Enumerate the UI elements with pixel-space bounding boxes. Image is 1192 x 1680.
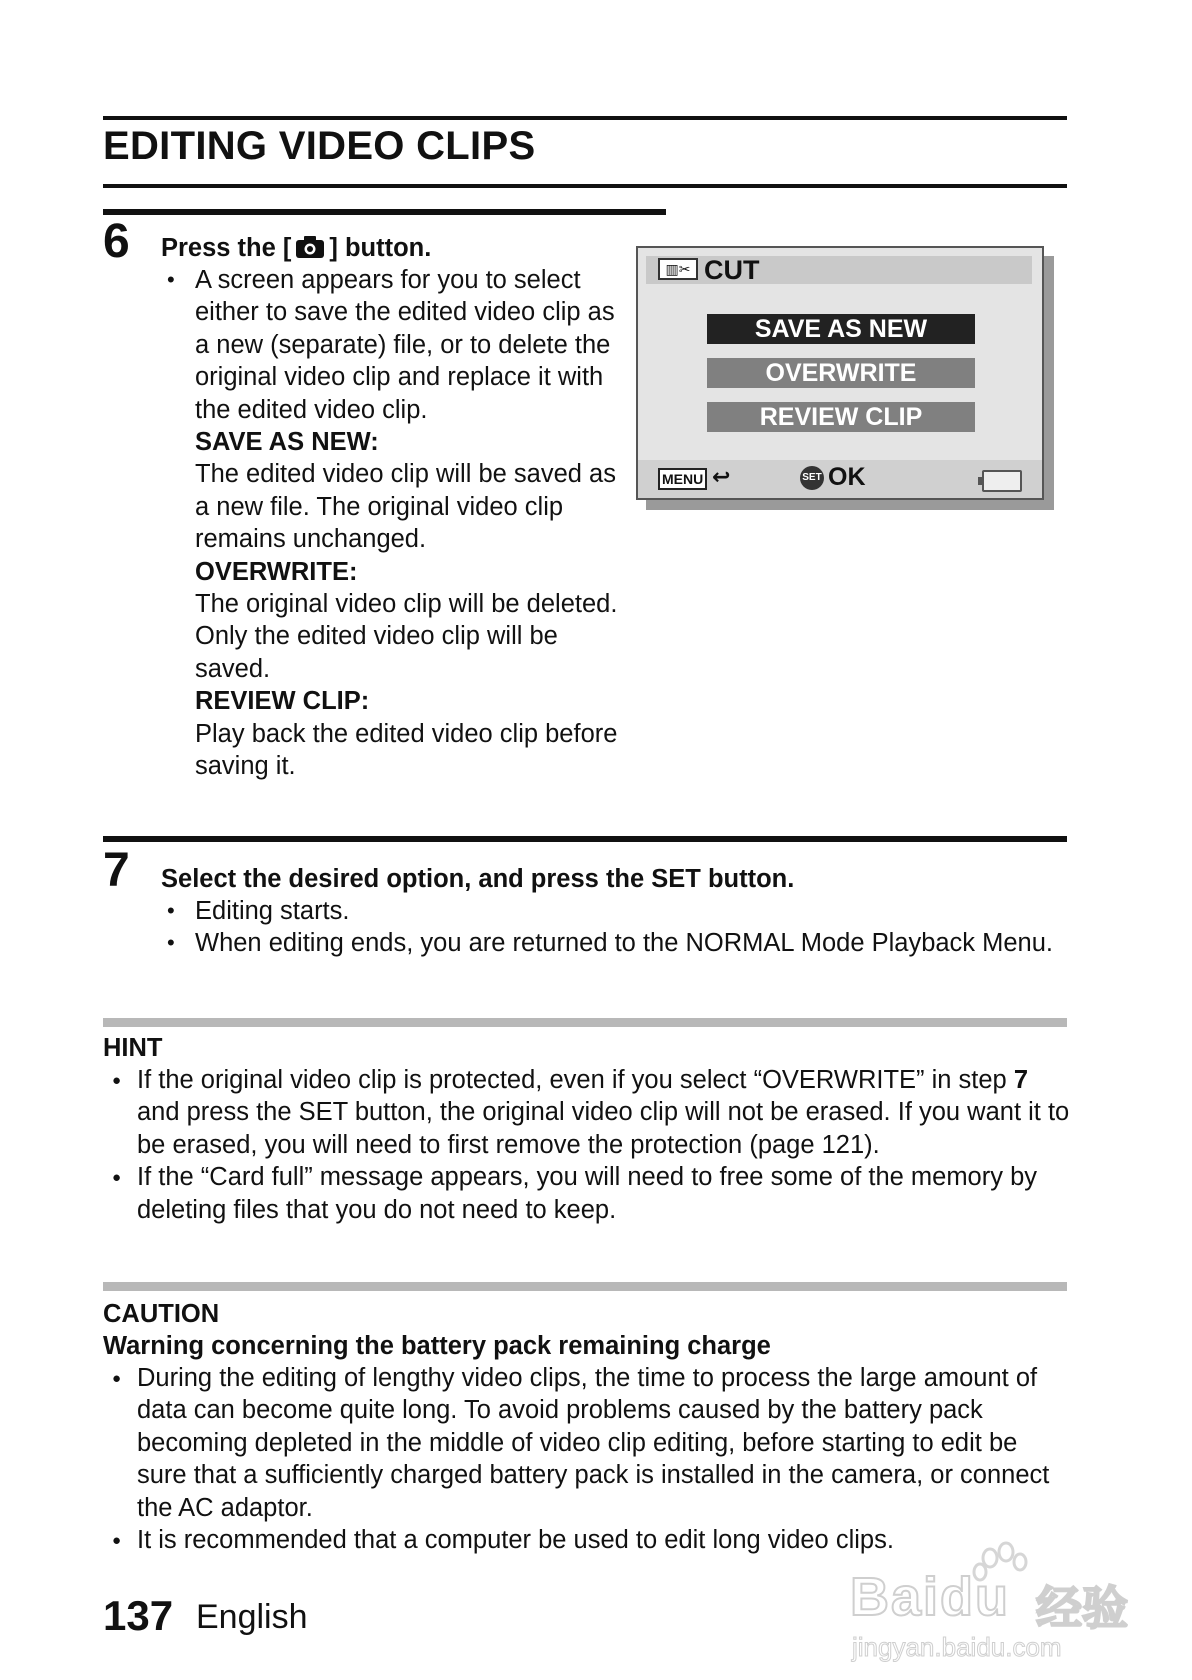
menu-button-icon: MENU [658, 468, 707, 490]
hint-body [137, 1064, 1077, 1226]
caution-title: CAUTION [103, 1300, 220, 1328]
cut-film-icon: ▥✂ [658, 258, 698, 280]
camera-icon [295, 235, 325, 259]
top-rule [103, 116, 1067, 120]
ok-label: OK [828, 463, 866, 491]
hint-item-1 [137, 1064, 1077, 1161]
save-as-new-text: The edited video clip will be saved as a new file. The original video clip remains unchanged. [195, 460, 616, 554]
hint-item-1-b: and press the SET button, the original video clip will not be erased. If you want it to be erased, you will need to first remove the protection (page 121). [137, 1098, 1070, 1159]
camera-lcd-screen [636, 246, 1044, 500]
hint-item-1-step: 7 [1013, 1066, 1029, 1094]
step6-number: 6 [103, 215, 130, 268]
hint-title: HINT [103, 1034, 163, 1062]
option-overwrite[interactable]: OVERWRITE [707, 358, 975, 388]
title-underline [103, 184, 1067, 188]
hint-item-1-a: If the original video clip is protected, even if you select “OVERWRITE” in step [137, 1066, 1014, 1094]
battery-icon [982, 470, 1022, 492]
screen-header [646, 256, 1032, 284]
step6-rule [103, 209, 666, 215]
page-title: EDITING VIDEO CLIPS [103, 124, 536, 168]
save-as-new-label: SAVE AS NEW: [195, 428, 379, 457]
step6-body [195, 264, 635, 783]
watermark-suffix: 经验 [1036, 1582, 1128, 1634]
step7-heading: Select the desired option, and press the SET button. [161, 865, 795, 893]
hint-rule [103, 1018, 1067, 1027]
step7-bullet-2: • When editing ends, you are returned to the NORMAL Mode Playback Menu. [195, 927, 1075, 959]
step7-rule [103, 836, 1067, 842]
review-clip-text: Play back the edited video clip before saving it. [195, 719, 618, 781]
step6-bullet: • A screen appears for you to select either to save the edited video clip as a new (separate) file, or to delete the original video clip and replace it with the edited video clip. [195, 264, 635, 426]
return-arrow-icon: ↩ [712, 464, 731, 489]
caution-item-1: ● During the editing of lengthy video clips, the time to process the large amount of data can become quite long. To avoid problems caused by the battery pack becoming depleted in the middle of video clip editing, before starting to edit be sure that a sufficiently charged battery pack is installed in the camera, or connect the AC adaptor. [137, 1362, 1067, 1524]
set-button-icon: SET [800, 466, 824, 490]
step7-bullet-1: • Editing starts. [195, 895, 1075, 927]
overwrite-label: OVERWRITE: [195, 557, 358, 586]
step6-heading [161, 232, 431, 264]
step7-body [195, 895, 1075, 960]
step7-number: 7 [103, 844, 130, 897]
screen-title: CUT [704, 255, 760, 285]
caution-rule [103, 1282, 1067, 1291]
step6-heading-after: ] button. [329, 234, 432, 262]
option-review-clip[interactable]: REVIEW CLIP [707, 402, 975, 432]
watermark-brand: Baidu [850, 1567, 1011, 1627]
page-language: English [196, 1598, 308, 1636]
caution-body [137, 1362, 1067, 1556]
option-save-as-new[interactable]: SAVE AS NEW [707, 314, 975, 344]
watermark-url: jingyan.baidu.com [852, 1632, 1062, 1662]
screen-footer [638, 460, 1042, 498]
page-number: 137 [103, 1592, 174, 1639]
overwrite-text: The original video clip will be deleted. Only the edited video clip will be saved. [195, 590, 618, 683]
baidu-watermark [850, 1540, 1150, 1660]
step6-heading-before: Press the [ [161, 234, 292, 262]
caution-item-2: ● It is recommended that a computer be used to edit long video clips. [137, 1524, 1067, 1556]
review-clip-label: REVIEW CLIP: [195, 687, 370, 716]
caution-subtitle: Warning concerning the battery pack remaining charge [103, 1332, 771, 1360]
hint-item-2: ● If the “Card full” message appears, you will need to free some of the memory by deleting files that you do not need to keep. [137, 1161, 1077, 1226]
